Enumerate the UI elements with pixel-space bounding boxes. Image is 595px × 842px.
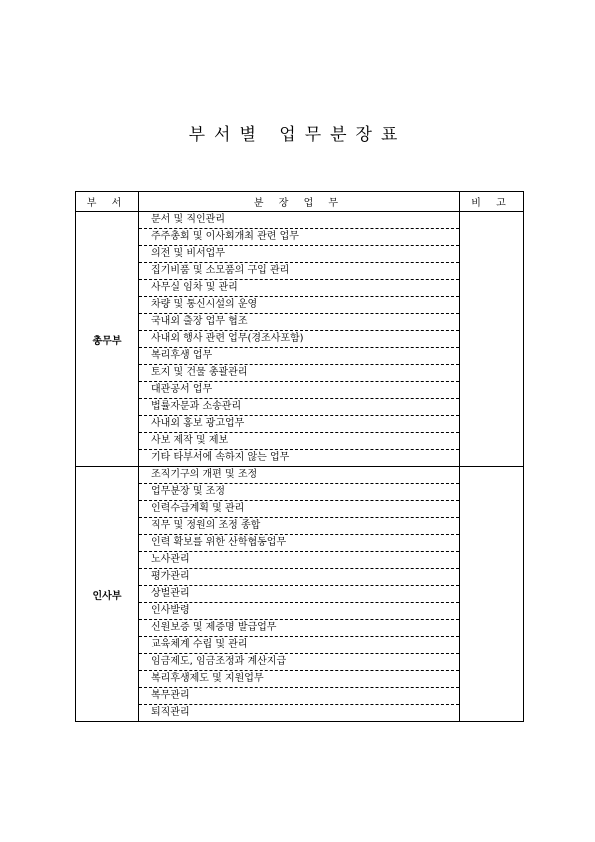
task-row xyxy=(76,331,524,348)
task-item: 복무관리 xyxy=(139,688,460,705)
task-row xyxy=(76,433,524,450)
note-cell xyxy=(460,212,524,467)
task-item: 국내외 출장 업무 협조 xyxy=(139,314,460,331)
task-item: 업무분장 및 조정 xyxy=(139,484,460,501)
task-item: 상벌관리 xyxy=(139,586,460,603)
task-row xyxy=(76,280,524,297)
task-row xyxy=(76,399,524,416)
table-body xyxy=(76,212,524,722)
task-item: 복리후생 업무 xyxy=(139,348,460,365)
department-name: 총무부 xyxy=(76,212,139,467)
task-item: 집기비품 및 소모품의 구입 관리 xyxy=(139,263,460,280)
task-row xyxy=(76,314,524,331)
task-row xyxy=(76,467,524,484)
task-row xyxy=(76,229,524,246)
task-row xyxy=(76,297,524,314)
task-row xyxy=(76,518,524,535)
task-item: 인력 확보를 위한 산학협동업무 xyxy=(139,535,460,552)
task-item: 주주총회 및 이사회개최 관련 업무 xyxy=(139,229,460,246)
table-header-row xyxy=(76,192,524,212)
task-item: 법률자문과 소송관리 xyxy=(139,399,460,416)
task-row xyxy=(76,450,524,467)
task-row xyxy=(76,671,524,688)
task-row xyxy=(76,688,524,705)
document-title: 부서별 업무분장표 xyxy=(188,125,407,145)
task-item: 토지 및 건물 총괄관리 xyxy=(139,365,460,382)
task-item: 의전 및 비서업무 xyxy=(139,246,460,263)
task-row xyxy=(76,416,524,433)
task-row xyxy=(76,365,524,382)
task-item: 인력수급계획 및 관리 xyxy=(139,501,460,518)
task-row xyxy=(76,382,524,399)
task-item: 인사발령 xyxy=(139,603,460,620)
department-name: 인사부 xyxy=(76,467,139,722)
task-row xyxy=(76,586,524,603)
task-item: 사내외 홍보 광고업무 xyxy=(139,416,460,433)
task-row xyxy=(76,212,524,229)
task-item: 사내외 행사 관련 업무(경조사포함) xyxy=(139,331,460,348)
task-row xyxy=(76,535,524,552)
task-row xyxy=(76,603,524,620)
task-row xyxy=(76,654,524,671)
task-item: 노사관리 xyxy=(139,552,460,569)
task-row xyxy=(76,246,524,263)
task-item: 조직기구의 개편 및 조정 xyxy=(139,467,460,484)
task-item: 신원보증 및 제증명 발급업무 xyxy=(139,620,460,637)
task-item: 직무 및 정원의 조정 종합 xyxy=(139,518,460,535)
task-item: 기타 타부서에 속하지 않는 업무 xyxy=(139,450,460,467)
task-item: 임금제도, 임금조정과 계산지급 xyxy=(139,654,460,671)
header-note: 비 고 xyxy=(460,192,524,212)
task-item: 평가관리 xyxy=(139,569,460,586)
task-row xyxy=(76,552,524,569)
task-item: 복리후생제도 및 지원업무 xyxy=(139,671,460,688)
task-row xyxy=(76,263,524,280)
task-item: 교육체계 수립 및 관리 xyxy=(139,637,460,654)
task-item: 문서 및 직인관리 xyxy=(139,212,460,229)
note-cell xyxy=(460,467,524,722)
task-row xyxy=(76,620,524,637)
header-dept: 부 서 xyxy=(76,192,139,212)
task-row xyxy=(76,501,524,518)
task-item: 차량 및 통신시설의 운영 xyxy=(139,297,460,314)
task-item: 사무실 임차 및 관리 xyxy=(139,280,460,297)
duty-table xyxy=(75,191,524,722)
task-row xyxy=(76,348,524,365)
task-row xyxy=(76,637,524,654)
task-item: 사보 제작 및 제보 xyxy=(139,433,460,450)
task-row xyxy=(76,569,524,586)
task-row xyxy=(76,705,524,722)
task-row xyxy=(76,484,524,501)
task-item: 퇴직관리 xyxy=(139,705,460,722)
task-item: 대관공서 업무 xyxy=(139,382,460,399)
header-tasks: 분 장 업 무 xyxy=(139,192,460,212)
